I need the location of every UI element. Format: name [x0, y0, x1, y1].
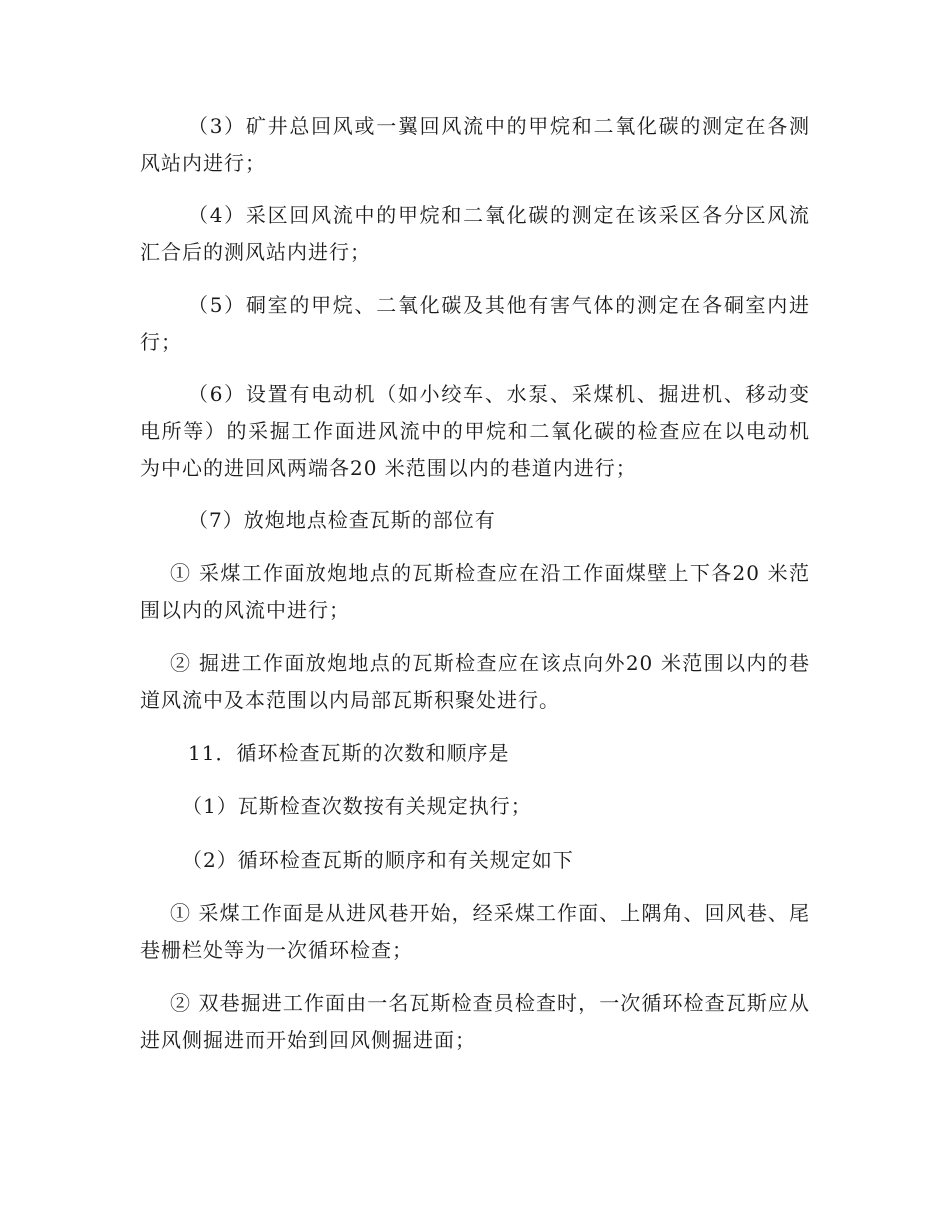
paragraph-item-6: （6）设置有电动机（如小绞车、水泵、采煤机、掘进机、移动变电所等）的采掘工作面进风流中的甲烷和二氧化碳的检查应在以电动机为中心的进回风两端各20 米范围以内的巷道内进行；: [140, 382, 810, 480]
paragraph-step-2: （2）循环检查瓦斯的顺序和有关规定如下: [182, 848, 574, 872]
paragraph-step-1: （1）瓦斯检查次数按有关规定执行；: [182, 794, 532, 818]
paragraph-item-3: （3）矿井总回风或一翼回风流中的甲烷和二氧化碳的测定在各测风站内进行；: [140, 114, 810, 175]
paragraph-section-11: 11．循环检查瓦斯的次数和顺序是: [188, 741, 510, 765]
paragraph-sub-item-2: ② 掘进工作面放炮地点的瓦斯检查应在该点向外20 米范围以内的巷道风流中及本范围以内局部瓦斯积聚处进行。: [140, 651, 810, 712]
paragraph-item-7: （7）放炮地点检查瓦斯的部位有: [188, 508, 496, 532]
paragraph-step-2-sub-2: ② 双巷掘进工作面由一名瓦斯检查员检查时，一次循环检查瓦斯应从进风侧掘进而开始到回风侧掘进面；: [140, 991, 810, 1052]
paragraph-item-4: （4）采区回风流中的甲烷和二氧化碳的测定在该采区各分区风流汇合后的测风站内进行；: [140, 203, 810, 264]
paragraph-step-2-sub-1: ① 采煤工作面是从进风巷开始，经采煤工作面、上隅角、回风巷、尾巷栅栏处等为一次循环检查；: [140, 901, 810, 962]
paragraph-sub-item-1: ① 采煤工作面放炮地点的瓦斯检查应在沿工作面煤壁上下各20 米范围以内的风流中进行；: [140, 561, 810, 622]
paragraph-item-5: （5）硐室的甲烷、二氧化碳及其他有害气体的测定在各硐室内进行；: [140, 293, 810, 354]
